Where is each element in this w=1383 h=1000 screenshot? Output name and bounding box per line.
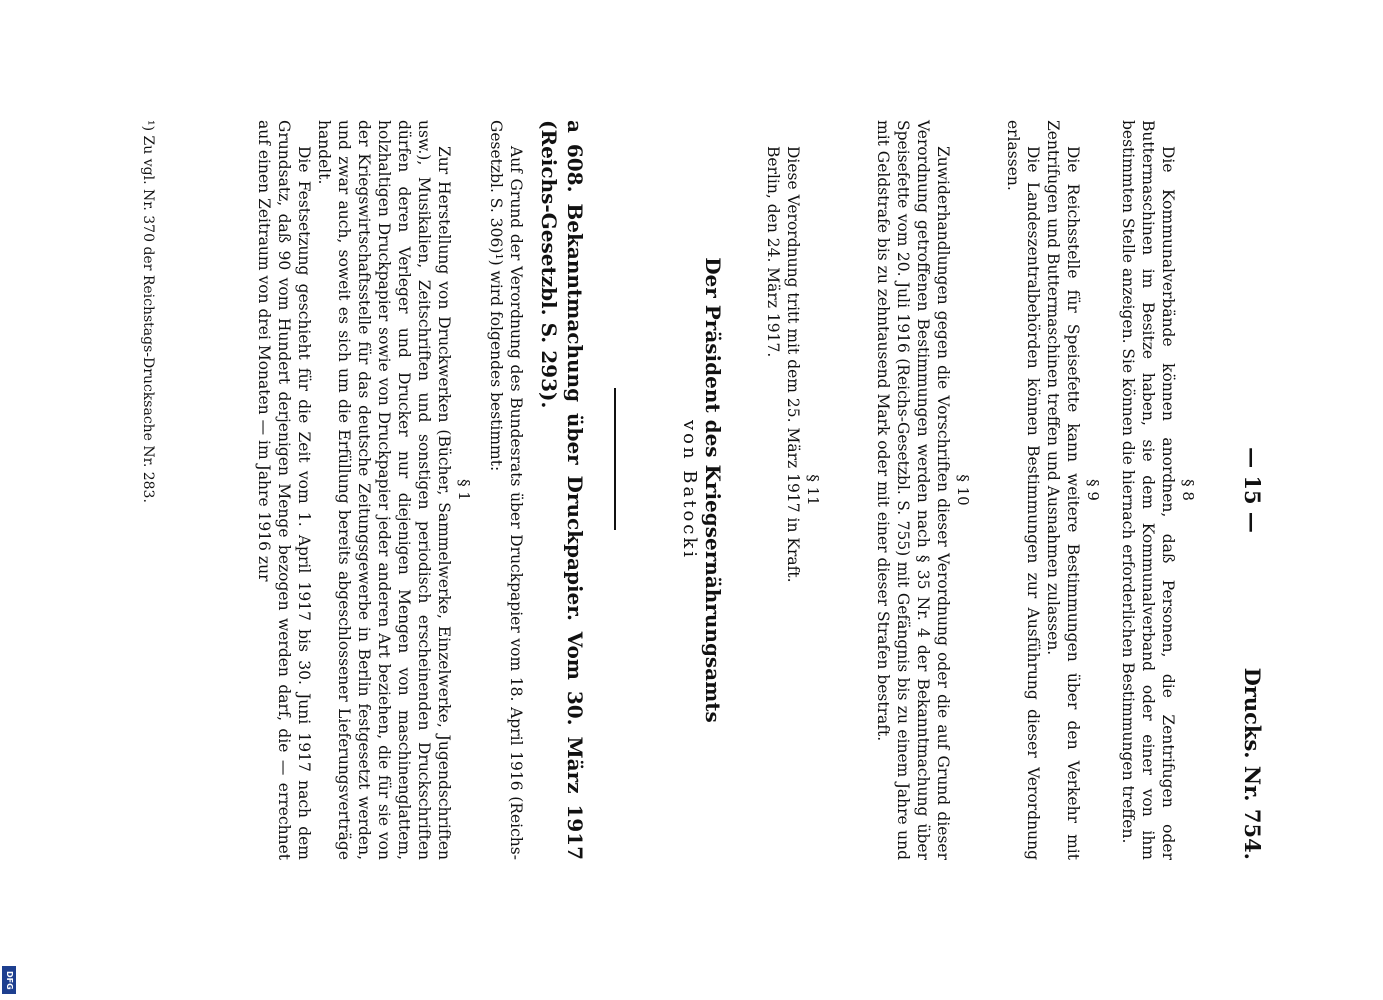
drucksache-number: Drucks. Nr. 754.	[1240, 667, 1265, 860]
entry-608-section-1-text-1: Zur Herstellung von Druckwerken (Bücher, Sammelwerke, Einzelwerke, Jugendschriften usw.), Musikalien, Zeitschriften und sonstigen periodisch erscheinenden Druckschriften dürfen deren Verleger und Drucker nur diejenigen Mengen von maschinenglattem, holzhaltigen Druckpapier sowie von Druckpapier jeder anderen Art beziehen, die für sie von der Kriegswirtschaftsstelle für das deutsche Zeitungsgewerbe in Berlin festgesetzt werden, und zwar auch, soweit es sich um die Erfüllung bereits abgeschlossener Lieferungsverträge handelt.	[315, 120, 453, 860]
dfg-logo: DFG	[2, 966, 16, 994]
signature-block	[679, 120, 723, 860]
entry-608-section-1-text-2: Die Festsetzung geschieht für die Zeit vom 1. April 1917 bis 30. Juni 1917 nach dem Grundsatz, daß 90 vom Hundert derjenigen Menge bezogen werden darf, die — errechnet auf einen Zeitraum von drei Monaten — im Jahre 1916 zur	[255, 120, 313, 860]
enactment-date: Berlin, den 24. März 1917.	[764, 146, 782, 358]
section-10	[873, 120, 973, 860]
section-8-text: Die Kommunalverbände können anordnen, daß Personen, die Zentrifugen oder Buttermaschinen im Besitze haben, sie dem Kommunalverband oder einer von ihm bestimmten Stelle anzeigen. Sie können die hiernach erforderlichen Bestimmungen treffen.	[1119, 120, 1177, 860]
footnote: ¹) Zu vgl. Nr. 370 der Reichstags-Drucksache Nr. 283.	[140, 120, 156, 503]
section-9-text-1: Die Reichsstelle für Speisefette kann weitere Bestimmungen über den Verkehr mit Zentrifugen und Buttermaschinen treffen und Ausnahmen zulassen.	[1044, 120, 1082, 860]
signature-name: von Batocki	[679, 419, 700, 561]
section-10-text: Zuwiderhandlungen gegen die Vorschriften dieser Verordnung oder die auf Grund dieser Verordnung getroffenen Bestimmungen werden nach § 35 Nr. 4 der Bekanntmachung über Speisefette vom 20. Juli 1916 (Reichs-Gesetzbl. S. 755) mit Gefängnis bis zu einem Jahre und mit Geldstrafe bis zu zehntausend Mark oder mit einer dieser Strafen bestraft.	[874, 120, 952, 860]
section-8-heading: § 8	[1179, 479, 1197, 501]
entry-608-section-1-heading: § 1	[455, 479, 473, 501]
digitization-credit-text	[0, 574, 2, 974]
section-9-text-2: Die Landeszentralbehörden können Bestimmungen zur Ausführung dieser Verordnung erlassen.	[1004, 120, 1042, 860]
section-11	[763, 120, 823, 860]
page-number: — 15 —	[1240, 447, 1265, 533]
entry-608-heading: a 608. Bekanntmachung über Druckpapier. Vom 30. März 1917 (Reichs-Gesetzbl. S. 293).	[537, 120, 587, 860]
section-8	[1118, 120, 1198, 860]
section-9-heading: § 9	[1084, 479, 1102, 501]
entry-608	[254, 120, 588, 860]
section-10-heading: § 10	[954, 474, 972, 506]
digitization-credit-sidebar	[0, 0, 20, 1000]
signature-title: Der Präsident des Kriegsernährungsamts	[701, 257, 725, 723]
separator-rule	[614, 388, 616, 530]
entry-608-intro: Auf Grund der Verordnung des Bundesrats über Druckpapier vom 18. April 1916 (Reichs-Gesetzbl. S. 306)¹) wird folgendes bestimmt:	[487, 120, 525, 860]
section-11-heading: § 11	[804, 474, 822, 506]
section-11-text: Diese Verordnung tritt mit dem 25. März 1917 in Kraft.	[784, 146, 802, 583]
section-9	[1003, 120, 1103, 860]
page-header	[1225, 120, 1265, 860]
